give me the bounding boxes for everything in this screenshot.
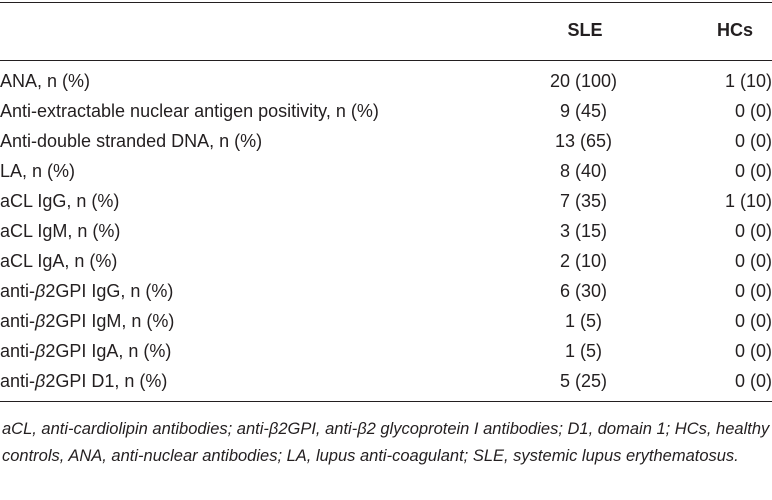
row-sle-value: 1 (5)	[564, 311, 602, 331]
row-hcs-value: 0 (0)	[734, 251, 772, 271]
row-sle-value: 5 (25)	[559, 371, 608, 391]
label-suffix: 2GPI D1, n (%)	[45, 371, 168, 391]
row-hcs-value: 0 (0)	[734, 131, 772, 151]
row-hcs-value: 0 (0)	[734, 221, 772, 241]
row-hcs-value: 1 (10)	[724, 191, 772, 211]
table-row	[0, 306, 772, 336]
row-hcs-value: 0 (0)	[734, 371, 772, 391]
label-prefix: anti-	[0, 371, 36, 391]
row-sle-value: 7 (35)	[559, 191, 608, 211]
row-sle-value: 3 (15)	[559, 221, 608, 241]
table-bottom-rule	[0, 401, 772, 402]
table-row	[0, 96, 772, 126]
label-suffix: 2GPI IgG, n (%)	[45, 281, 174, 301]
row-hcs-value: 0 (0)	[734, 311, 772, 331]
beta-symbol: β	[35, 371, 46, 391]
table-header-rule	[0, 60, 772, 61]
table-row	[0, 366, 772, 396]
row-sle-value: 2 (10)	[559, 251, 608, 271]
label-prefix: anti-	[0, 281, 36, 301]
beta-symbol: β	[35, 341, 46, 361]
table-row	[0, 66, 772, 96]
column-header-sle: SLE	[567, 20, 603, 40]
row-sle-value: 1 (5)	[564, 341, 602, 361]
row-label: Anti-double stranded DNA, n (%)	[0, 131, 263, 151]
row-label	[0, 366, 537, 396]
row-label: ANA, n (%)	[0, 71, 91, 91]
data-table	[0, 66, 772, 396]
table-row	[0, 156, 772, 186]
row-label: aCL IgM, n (%)	[0, 221, 121, 241]
table-row	[0, 276, 772, 306]
row-label: Anti-extractable nuclear antigen positivity, n (%)	[0, 101, 379, 121]
row-label: aCL IgG, n (%)	[0, 191, 120, 211]
table-row	[0, 126, 772, 156]
row-sle-value: 13 (65)	[554, 131, 613, 151]
table-row	[0, 336, 772, 366]
row-sle-value: 20 (100)	[549, 71, 618, 91]
beta-symbol: β	[35, 281, 46, 301]
row-label: LA, n (%)	[0, 161, 76, 181]
table-footnote: aCL, anti-cardiolipin antibodies; anti-β2GPI, anti-β2 glycoprotein I antibodies; D1, domain 1; HCs, healthy controls, ANA, anti-nuclear antibodies; LA, lupus anti-coagulant; SLE, systemic lupus erythematosus.	[2, 420, 770, 465]
row-hcs-value: 0 (0)	[734, 341, 772, 361]
table-row	[0, 246, 772, 276]
row-hcs-value: 0 (0)	[734, 161, 772, 181]
table-row	[0, 186, 772, 216]
row-sle-value: 6 (30)	[559, 281, 608, 301]
table-top-rule	[0, 2, 772, 3]
table-row	[0, 216, 772, 246]
row-label	[0, 306, 537, 336]
row-hcs-value: 1 (10)	[724, 71, 772, 91]
label-suffix: 2GPI IgM, n (%)	[45, 311, 175, 331]
row-label	[0, 276, 537, 306]
column-header-hcs: HCs	[716, 20, 753, 40]
row-hcs-value: 0 (0)	[734, 281, 772, 301]
label-prefix: anti-	[0, 341, 36, 361]
beta-symbol: β	[35, 311, 46, 331]
row-sle-value: 9 (45)	[559, 101, 608, 121]
row-label: aCL IgA, n (%)	[0, 251, 118, 271]
row-sle-value: 8 (40)	[559, 161, 608, 181]
label-suffix: 2GPI IgA, n (%)	[45, 341, 172, 361]
label-prefix: anti-	[0, 311, 36, 331]
row-label	[0, 336, 537, 366]
row-hcs-value: 0 (0)	[734, 101, 772, 121]
